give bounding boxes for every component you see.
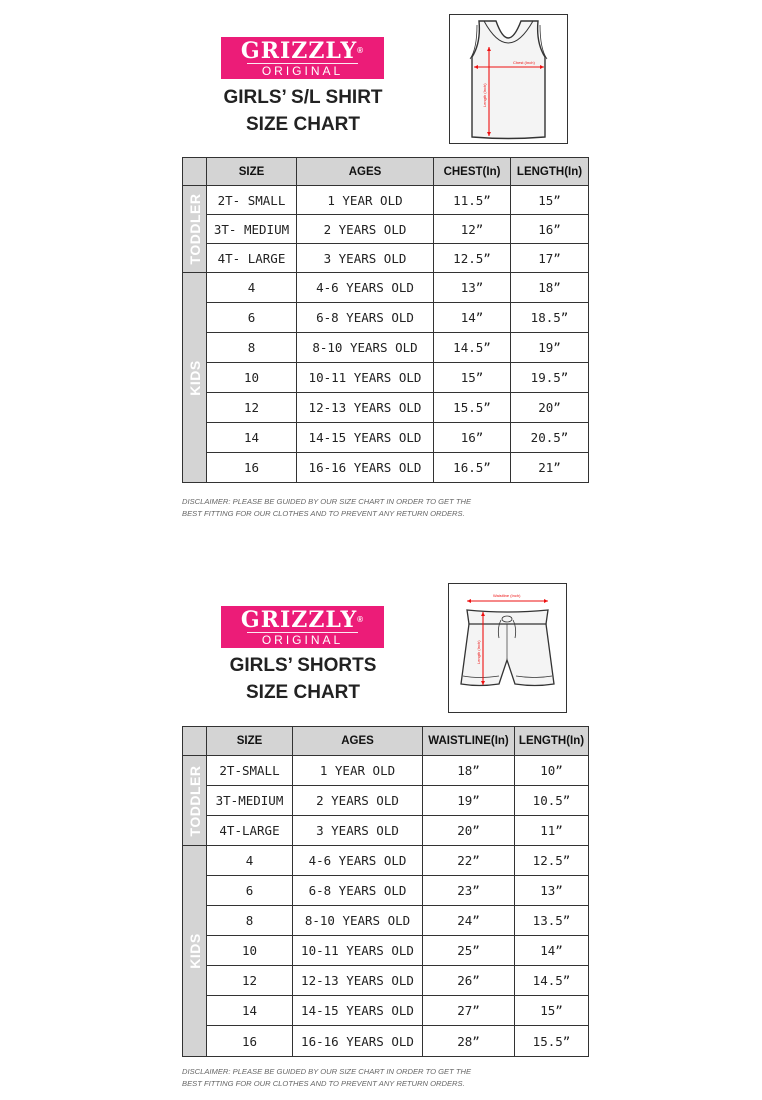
disclaimer-line-2: BEST FITTING FOR OUR CLOTHES AND TO PREVENT ANY RETURN ORDERS. xyxy=(182,1079,465,1088)
disclaimer-line-1: DISCLAIMER: PLEASE BE GUIDED BY OUR SIZE CHART IN ORDER TO GET THE xyxy=(182,1067,472,1076)
group-label-kids: KIDS xyxy=(186,933,203,969)
table-row xyxy=(183,186,589,215)
ages-cell: 1 YEAR OLD xyxy=(297,186,434,215)
length-cell: 10” xyxy=(515,756,589,786)
chest-cell: 15” xyxy=(434,363,511,393)
chest-cell: 11.5” xyxy=(434,186,511,215)
ages-cell: 12-13 YEARS OLD xyxy=(293,966,423,996)
size-cell: 3T-MEDIUM xyxy=(207,786,293,816)
chest-cell: 15.5” xyxy=(434,393,511,423)
table-row xyxy=(183,786,589,816)
corner-cell xyxy=(183,158,207,186)
table-row xyxy=(183,846,589,876)
length-cell: 18.5” xyxy=(511,303,589,333)
chest-cell: 13” xyxy=(434,273,511,303)
waistline-cell: 23” xyxy=(423,876,515,906)
size-cell: 6 xyxy=(207,303,297,333)
length-cell: 15.5” xyxy=(515,1026,589,1057)
corner-cell xyxy=(183,727,207,756)
length-measure-label: Length (Inch) xyxy=(476,640,481,664)
header-size: SIZE xyxy=(207,727,293,756)
ages-cell: 4-6 YEARS OLD xyxy=(293,846,423,876)
ages-cell: 6-8 YEARS OLD xyxy=(293,876,423,906)
waistline-cell: 18” xyxy=(423,756,515,786)
table-row xyxy=(183,906,589,936)
group-label-toddler: TODDLER xyxy=(186,193,203,265)
group-toddler xyxy=(183,756,207,846)
length-cell: 15” xyxy=(515,996,589,1026)
length-cell: 17” xyxy=(511,244,589,273)
disclaimer xyxy=(182,496,502,520)
ages-cell: 12-13 YEARS OLD xyxy=(297,393,434,423)
shirt-size-table xyxy=(182,157,589,483)
waistline-cell: 19” xyxy=(423,786,515,816)
size-cell: 16 xyxy=(207,453,297,483)
brand-logo xyxy=(221,37,384,79)
ages-cell: 2 YEARS OLD xyxy=(293,786,423,816)
length-cell: 13.5” xyxy=(515,906,589,936)
disclaimer xyxy=(182,1066,502,1090)
size-cell: 8 xyxy=(207,906,293,936)
group-label-kids: KIDS xyxy=(186,359,203,396)
header-length: LENGTH(In) xyxy=(515,727,589,756)
length-cell: 15” xyxy=(511,186,589,215)
table-row xyxy=(183,936,589,966)
shirt-diagram xyxy=(449,14,568,144)
title-line-2: SIZE CHART xyxy=(246,682,360,703)
chart-title xyxy=(218,84,388,138)
ages-cell: 6-8 YEARS OLD xyxy=(297,303,434,333)
ages-cell: 1 YEAR OLD xyxy=(293,756,423,786)
ages-cell: 14-15 YEARS OLD xyxy=(293,996,423,1026)
shorts-illustration xyxy=(449,584,566,712)
size-cell: 2T-SMALL xyxy=(207,756,293,786)
ages-cell: 4-6 YEARS OLD xyxy=(297,273,434,303)
length-cell: 14.5” xyxy=(515,966,589,996)
brand-name: GRIZZLY xyxy=(240,38,358,64)
group-label-toddler: TODDLER xyxy=(186,765,203,836)
table-row xyxy=(183,215,589,244)
disclaimer-line-2: BEST FITTING FOR OUR CLOTHES AND TO PREVENT ANY RETURN ORDERS. xyxy=(182,509,465,518)
size-cell: 4T-LARGE xyxy=(207,816,293,846)
waistline-cell: 20” xyxy=(423,816,515,846)
brand-subtitle: ORIGINAL xyxy=(247,63,358,77)
disclaimer-line-1: DISCLAIMER: PLEASE BE GUIDED BY OUR SIZE CHART IN ORDER TO GET THE xyxy=(182,497,472,506)
header-ages: AGES xyxy=(293,727,423,756)
length-cell: 20.5” xyxy=(511,423,589,453)
brand-name: GRIZZLY xyxy=(240,607,358,633)
table-row xyxy=(183,453,589,483)
size-cell: 4 xyxy=(207,846,293,876)
length-cell: 11” xyxy=(515,816,589,846)
size-cell: 4 xyxy=(207,273,297,303)
header-row xyxy=(183,727,589,756)
length-cell: 19.5” xyxy=(511,363,589,393)
tank-top-illustration xyxy=(450,15,567,143)
title-line-1: GIRLS’ SHORTS xyxy=(229,655,377,676)
table-row xyxy=(183,816,589,846)
brand-subtitle: ORIGINAL xyxy=(247,632,358,646)
length-cell: 19” xyxy=(511,333,589,363)
ages-cell: 10-11 YEARS OLD xyxy=(293,936,423,966)
title-line-2: SIZE CHART xyxy=(246,114,360,135)
length-cell: 21” xyxy=(511,453,589,483)
header-ages: AGES xyxy=(297,158,434,186)
header-size: SIZE xyxy=(207,158,297,186)
header-length: LENGTH(In) xyxy=(511,158,589,186)
size-cell: 16 xyxy=(207,1026,293,1057)
waistline-measure-label: Waistline (Inch) xyxy=(493,593,521,598)
registered-mark: ® xyxy=(357,46,365,55)
group-kids xyxy=(183,846,207,1057)
shorts-size-table xyxy=(182,726,589,1057)
header-waistline: WAISTLINE(In) xyxy=(423,727,515,756)
length-cell: 16” xyxy=(511,215,589,244)
table-row xyxy=(183,876,589,906)
brand-logo xyxy=(221,606,384,648)
ages-cell: 3 YEARS OLD xyxy=(293,816,423,846)
chart-title xyxy=(218,652,388,706)
table-row xyxy=(183,996,589,1026)
length-cell: 13” xyxy=(515,876,589,906)
waistline-cell: 24” xyxy=(423,906,515,936)
length-cell: 20” xyxy=(511,393,589,423)
size-cell: 14 xyxy=(207,423,297,453)
waistline-cell: 26” xyxy=(423,966,515,996)
length-cell: 12.5” xyxy=(515,846,589,876)
size-cell: 8 xyxy=(207,333,297,363)
chest-cell: 12” xyxy=(434,215,511,244)
group-toddler xyxy=(183,186,207,273)
ages-cell: 3 YEARS OLD xyxy=(297,244,434,273)
size-cell: 6 xyxy=(207,876,293,906)
waistline-cell: 27” xyxy=(423,996,515,1026)
ages-cell: 2 YEARS OLD xyxy=(297,215,434,244)
length-cell: 18” xyxy=(511,273,589,303)
length-cell: 14” xyxy=(515,936,589,966)
ages-cell: 16-16 YEARS OLD xyxy=(297,453,434,483)
ages-cell: 10-11 YEARS OLD xyxy=(297,363,434,393)
size-cell: 10 xyxy=(207,936,293,966)
waistline-cell: 28” xyxy=(423,1026,515,1057)
size-cell: 4T- LARGE xyxy=(207,244,297,273)
length-measure-label: Length (Inch) xyxy=(482,83,487,107)
chest-cell: 12.5” xyxy=(434,244,511,273)
size-cell: 10 xyxy=(207,363,297,393)
header-row xyxy=(183,158,589,186)
table-row xyxy=(183,393,589,423)
shorts-diagram xyxy=(448,583,567,713)
size-cell: 2T- SMALL xyxy=(207,186,297,215)
ages-cell: 16-16 YEARS OLD xyxy=(293,1026,423,1057)
ages-cell: 8-10 YEARS OLD xyxy=(297,333,434,363)
chest-measure-label: Chest (Inch) xyxy=(513,60,535,65)
table-row xyxy=(183,303,589,333)
title-line-1: GIRLS’ S/L SHIRT xyxy=(223,87,383,108)
waistline-cell: 22” xyxy=(423,846,515,876)
table-row xyxy=(183,423,589,453)
waistline-cell: 25” xyxy=(423,936,515,966)
chest-cell: 14” xyxy=(434,303,511,333)
size-cell: 12 xyxy=(207,966,293,996)
table-row xyxy=(183,1026,589,1057)
ages-cell: 8-10 YEARS OLD xyxy=(293,906,423,936)
table-row xyxy=(183,244,589,273)
length-cell: 10.5” xyxy=(515,786,589,816)
table-row xyxy=(183,966,589,996)
header-chest: CHEST(In) xyxy=(434,158,511,186)
size-cell: 3T- MEDIUM xyxy=(207,215,297,244)
size-cell: 14 xyxy=(207,996,293,1026)
table-row xyxy=(183,333,589,363)
chest-cell: 16.5” xyxy=(434,453,511,483)
ages-cell: 14-15 YEARS OLD xyxy=(297,423,434,453)
group-kids xyxy=(183,273,207,483)
table-row xyxy=(183,363,589,393)
table-row xyxy=(183,273,589,303)
size-cell: 12 xyxy=(207,393,297,423)
chest-cell: 14.5” xyxy=(434,333,511,363)
registered-mark: ® xyxy=(357,615,365,624)
chest-cell: 16” xyxy=(434,423,511,453)
table-row xyxy=(183,756,589,786)
